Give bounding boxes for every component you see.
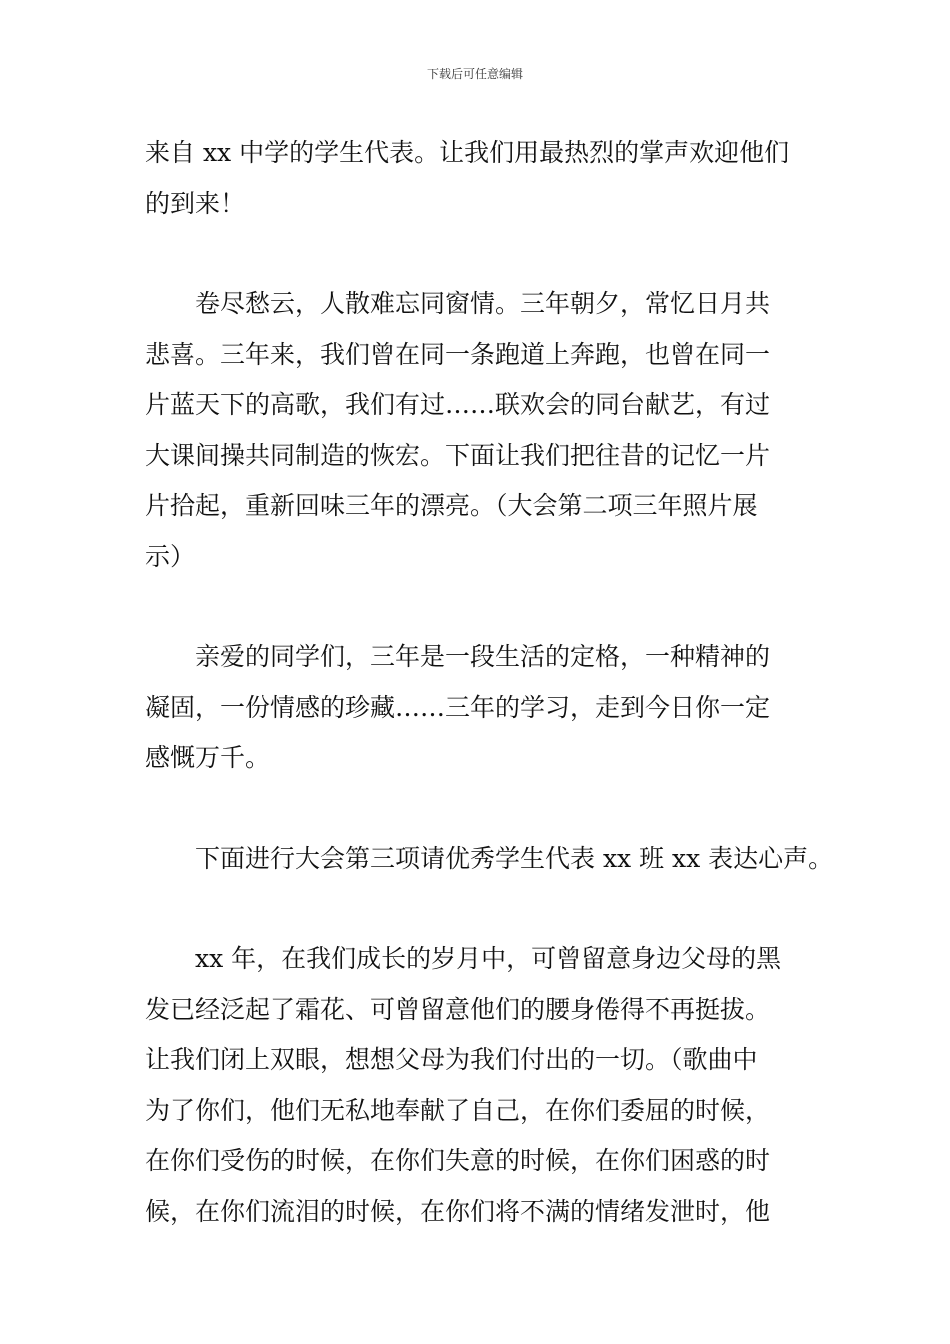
text-line: 在你们受伤的时候，在你们失意的时候，在你们困惑的时 xyxy=(145,1146,771,1175)
text-line: 让我们闭上双眼，想想父母为我们付出的一切。（歌曲中 xyxy=(145,1045,758,1074)
text-line: 的到来！ xyxy=(145,188,246,218)
text-line: 候，在你们流泪的时候，在你们将不满的情绪发泄时，他 xyxy=(145,1196,771,1226)
text-line: xx 年，在我们成长的岁月中，可曾留意身边父母的黑 xyxy=(145,944,782,973)
paragraph-1 xyxy=(145,128,825,229)
text-line: 感慨万千。 xyxy=(145,743,271,772)
document-body xyxy=(145,128,834,1237)
text-line: 为了你们，他们无私地奉献了自己，在你们委屈的时候， xyxy=(145,1095,771,1125)
text-line: 卷尽愁云，人散难忘同窗情。三年朝夕，常忆日月共 xyxy=(145,289,771,318)
paragraph-2 xyxy=(145,279,825,582)
paragraph-4 xyxy=(145,834,834,885)
text-line: 凝固，一份情感的珍藏……三年的学习，走到今日你一定 xyxy=(145,692,771,722)
text-line: 片拾起，重新回味三年的漂亮。（大会第二项三年照片展 xyxy=(145,491,758,520)
text-line: 片蓝天下的高歌，我们有过……联欢会的同台献艺，有过 xyxy=(145,390,771,419)
page-header: 下载后可任意编辑 xyxy=(426,67,523,81)
paragraph-3 xyxy=(145,632,825,784)
text-line: 发已经泛起了霜花、可曾留意他们的腰身倦得不再挺拔。 xyxy=(145,994,771,1024)
text-line: 悲喜。三年来，我们曾在同一条跑道上奔跑，也曾在同一 xyxy=(145,339,771,369)
paragraph-5 xyxy=(145,934,825,1237)
text-line: 下面进行大会第三项请优秀学生代表 xx 班 xx 表达心声。 xyxy=(145,843,834,873)
text-line: 示） xyxy=(145,541,196,571)
text-line: 亲爱的同学们，三年是一段生活的定格，一种精神的 xyxy=(145,642,771,671)
text-line: 大课间操共同制造的恢宏。下面让我们把往昔的记忆一片 xyxy=(145,440,771,470)
text-line: 来自 xx 中学的学生代表。让我们用最热烈的掌声欢迎他们 xyxy=(145,138,790,167)
